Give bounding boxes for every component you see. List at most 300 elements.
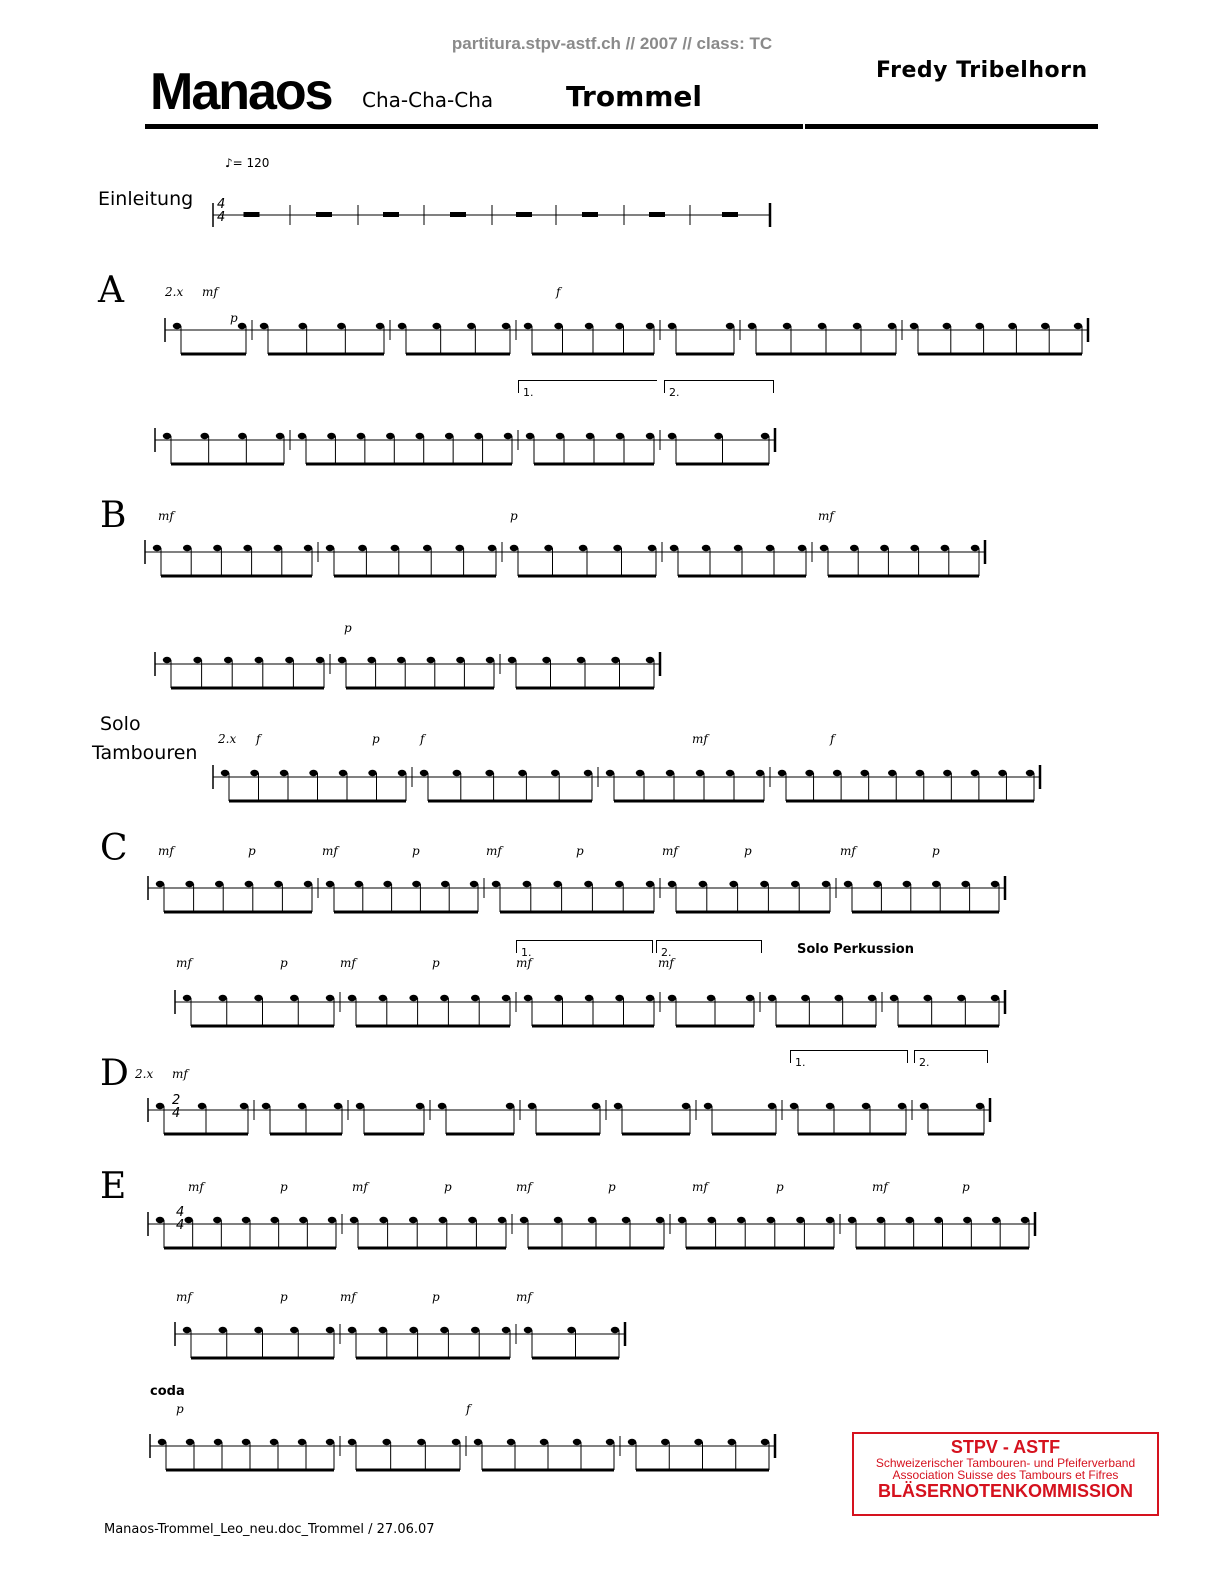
- notehead: [556, 433, 564, 439]
- dynamic-mark: mf: [352, 1180, 368, 1194]
- dynamic-mark: p: [344, 621, 352, 635]
- notehead: [348, 1439, 356, 1445]
- notehead: [518, 770, 526, 776]
- notehead: [379, 1217, 387, 1223]
- time-signature: 4 4: [217, 197, 226, 225]
- notehead: [471, 995, 479, 1001]
- notehead: [452, 1439, 460, 1445]
- notehead: [704, 1103, 712, 1109]
- notehead: [474, 1439, 482, 1445]
- notehead: [397, 657, 405, 663]
- notehead: [579, 545, 587, 551]
- notehead: [798, 545, 806, 551]
- notehead: [409, 1327, 417, 1333]
- notehead: [250, 770, 258, 776]
- notehead: [586, 433, 594, 439]
- notehead: [963, 1217, 971, 1223]
- notehead: [439, 1217, 447, 1223]
- notehead: [567, 1327, 575, 1333]
- section-c: C: [100, 828, 128, 869]
- notehead: [682, 1103, 690, 1109]
- notehead: [646, 881, 654, 887]
- notehead: [737, 1217, 745, 1223]
- piece-style: Cha-Cha-Cha: [362, 88, 494, 112]
- notehead: [853, 323, 861, 329]
- notehead: [577, 657, 585, 663]
- notehead: [943, 323, 951, 329]
- notehead: [398, 323, 406, 329]
- dynamic-mark: mf: [158, 844, 174, 858]
- notehead: [614, 1103, 622, 1109]
- notehead: [820, 545, 828, 551]
- notehead: [778, 770, 786, 776]
- notehead: [554, 1217, 562, 1223]
- notehead: [726, 323, 734, 329]
- notehead: [611, 657, 619, 663]
- notehead: [848, 1217, 856, 1223]
- notehead: [432, 323, 440, 329]
- notehead: [376, 323, 384, 329]
- notehead: [588, 1217, 596, 1223]
- dynamic-mark: p: [962, 1180, 970, 1194]
- notehead: [185, 881, 193, 887]
- notehead: [615, 323, 623, 329]
- notehead: [382, 1439, 390, 1445]
- notehead: [274, 545, 282, 551]
- notehead: [544, 545, 552, 551]
- dynamic-mark: p: [230, 311, 238, 325]
- whole-rest: [582, 212, 598, 217]
- notehead: [877, 1217, 885, 1223]
- notehead: [456, 657, 464, 663]
- notehead: [888, 770, 896, 776]
- notehead: [198, 1103, 206, 1109]
- notehead: [274, 881, 282, 887]
- notehead: [646, 657, 654, 663]
- notehead: [270, 1217, 278, 1223]
- notehead: [338, 657, 346, 663]
- notehead: [255, 657, 263, 663]
- notehead: [898, 1103, 906, 1109]
- notehead: [943, 770, 951, 776]
- notehead: [668, 995, 676, 1001]
- notehead: [694, 1439, 702, 1445]
- notehead: [699, 881, 707, 887]
- dynamic-mark: mf: [840, 844, 856, 858]
- notehead: [584, 770, 592, 776]
- notehead: [670, 545, 678, 551]
- notehead: [326, 995, 334, 1001]
- notehead: [1026, 770, 1034, 776]
- notehead: [526, 433, 534, 439]
- dynamic-mark: p: [444, 1180, 452, 1194]
- notehead: [215, 881, 223, 887]
- notehead: [502, 995, 510, 1001]
- dynamic-mark: p: [280, 956, 288, 970]
- notehead: [790, 1103, 798, 1109]
- notehead: [474, 433, 482, 439]
- notehead: [976, 1103, 984, 1109]
- notehead: [453, 770, 461, 776]
- notehead: [502, 1327, 510, 1333]
- notehead: [163, 657, 171, 663]
- notehead: [224, 657, 232, 663]
- notehead: [868, 995, 876, 1001]
- notehead: [290, 1327, 298, 1333]
- dynamic-mark: mf: [818, 509, 834, 523]
- notehead: [726, 770, 734, 776]
- notehead: [818, 323, 826, 329]
- notehead: [348, 1327, 356, 1333]
- dynamic-mark: p: [432, 1290, 440, 1304]
- notehead: [524, 1327, 532, 1333]
- notehead: [616, 433, 624, 439]
- notehead: [214, 1439, 222, 1445]
- dynamic-mark: p: [608, 1180, 616, 1194]
- notehead: [707, 1217, 715, 1223]
- notehead: [628, 1439, 636, 1445]
- notehead: [334, 1103, 342, 1109]
- notehead: [791, 881, 799, 887]
- notehead: [805, 770, 813, 776]
- notehead: [905, 1217, 913, 1223]
- dynamic-mark: mf: [516, 1290, 532, 1304]
- notehead: [551, 770, 559, 776]
- dynamic-mark: p: [744, 844, 752, 858]
- whole-rest: [649, 212, 665, 217]
- notehead: [991, 881, 999, 887]
- notehead: [585, 995, 593, 1001]
- notehead: [510, 545, 518, 551]
- notehead: [801, 995, 809, 1001]
- instrument-name: Trommel: [566, 80, 703, 113]
- notehead: [445, 433, 453, 439]
- dynamic-mark: p: [248, 844, 256, 858]
- notehead: [240, 1103, 248, 1109]
- footer-filename: Manaos-Trommel_Leo_neu.doc_Trommel / 27.06.07: [104, 1522, 435, 1537]
- notehead: [327, 433, 335, 439]
- notehead: [438, 1103, 446, 1109]
- notehead: [326, 881, 334, 887]
- repeat-marker: 2.x: [135, 1067, 154, 1081]
- notehead: [890, 995, 898, 1001]
- notehead: [213, 545, 221, 551]
- notehead: [606, 1439, 614, 1445]
- notehead: [646, 433, 654, 439]
- section-coda: coda: [150, 1384, 185, 1399]
- notehead: [668, 323, 676, 329]
- notehead: [668, 433, 676, 439]
- notehead: [183, 1327, 191, 1333]
- notehead: [553, 881, 561, 887]
- notehead: [355, 881, 363, 887]
- dynamic-mark: p: [776, 1180, 784, 1194]
- notehead: [903, 881, 911, 887]
- notehead: [409, 995, 417, 1001]
- notehead: [153, 545, 161, 551]
- notehead: [156, 881, 164, 887]
- notehead: [528, 1103, 536, 1109]
- notehead: [298, 323, 306, 329]
- notehead: [270, 1439, 278, 1445]
- notehead: [455, 545, 463, 551]
- dynamic-mark: f: [830, 732, 835, 746]
- notehead: [260, 323, 268, 329]
- notehead: [391, 545, 399, 551]
- notehead: [998, 770, 1006, 776]
- notehead: [934, 1217, 942, 1223]
- section-e: E: [100, 1166, 127, 1207]
- dynamic-mark: mf: [158, 509, 174, 523]
- notehead: [309, 770, 317, 776]
- notehead: [368, 770, 376, 776]
- notehead: [242, 1217, 250, 1223]
- piece-title: Manaos: [150, 63, 332, 121]
- notehead: [254, 995, 262, 1001]
- notehead: [761, 433, 769, 439]
- notehead: [507, 1439, 515, 1445]
- notehead: [826, 1103, 834, 1109]
- notehead: [573, 1439, 581, 1445]
- notehead: [326, 545, 334, 551]
- dynamic-mark: mf: [516, 956, 532, 970]
- notehead: [862, 1103, 870, 1109]
- time-signature: 2 4: [172, 1093, 181, 1121]
- notehead: [728, 1439, 736, 1445]
- notehead: [356, 1103, 364, 1109]
- notehead: [615, 995, 623, 1001]
- notehead: [219, 995, 227, 1001]
- notehead: [661, 1439, 669, 1445]
- dynamic-mark: p: [576, 844, 584, 858]
- notehead: [412, 881, 420, 887]
- dynamic-mark: mf: [172, 1067, 188, 1081]
- dynamic-mark: p: [280, 1180, 288, 1194]
- notehead: [423, 545, 431, 551]
- notehead: [971, 545, 979, 551]
- notehead: [941, 545, 949, 551]
- notehead: [729, 881, 737, 887]
- section-a: A: [98, 270, 124, 311]
- notehead: [611, 1327, 619, 1333]
- notehead: [471, 1327, 479, 1333]
- dynamic-mark: mf: [188, 1180, 204, 1194]
- whole-rest: [383, 212, 399, 217]
- notehead: [183, 545, 191, 551]
- notehead: [636, 770, 644, 776]
- notehead: [193, 657, 201, 663]
- notehead: [243, 545, 251, 551]
- notehead: [173, 323, 181, 329]
- notehead: [734, 545, 742, 551]
- notehead: [888, 323, 896, 329]
- notehead: [328, 1217, 336, 1223]
- notehead: [746, 995, 754, 1001]
- notehead: [219, 1327, 227, 1333]
- dynamic-mark: mf: [872, 1180, 888, 1194]
- section-b: B: [100, 495, 127, 536]
- notehead: [492, 881, 500, 887]
- dynamic-mark: mf: [692, 1180, 708, 1194]
- notehead: [748, 323, 756, 329]
- notehead: [696, 770, 704, 776]
- dynamic-mark: p: [280, 1290, 288, 1304]
- dynamic-mark: f: [256, 732, 261, 746]
- notehead: [957, 995, 965, 1001]
- notehead: [488, 545, 496, 551]
- notehead: [285, 657, 293, 663]
- notehead: [767, 1217, 775, 1223]
- notehead: [440, 995, 448, 1001]
- notehead: [714, 433, 722, 439]
- notehead: [186, 1439, 194, 1445]
- section-solo: Solo: [100, 713, 141, 735]
- notehead: [163, 433, 171, 439]
- notehead: [304, 881, 312, 887]
- notehead: [213, 1217, 221, 1223]
- notehead: [1074, 323, 1082, 329]
- notehead: [768, 995, 776, 1001]
- notehead: [398, 770, 406, 776]
- notehead: [508, 657, 516, 663]
- notehead: [761, 1439, 769, 1445]
- notehead: [1008, 323, 1016, 329]
- whole-rest: [244, 212, 260, 217]
- dynamic-mark: f: [556, 285, 561, 299]
- notehead: [920, 1103, 928, 1109]
- publisher-stamp: STPV - ASTF Schweizerischer Tambouren- und Pfeiferverband Association Suisse des Tambours et Fifres BLÄSERNOTENKOMMISSION: [852, 1432, 1159, 1516]
- notehead: [348, 995, 356, 1001]
- notehead: [622, 1217, 630, 1223]
- notehead: [910, 545, 918, 551]
- notehead: [520, 1217, 528, 1223]
- notehead: [615, 881, 623, 887]
- notehead: [916, 770, 924, 776]
- notehead: [923, 995, 931, 1001]
- volta-first: 1.: [518, 380, 657, 393]
- notehead: [678, 1217, 686, 1223]
- notehead: [238, 433, 246, 439]
- notehead: [656, 1217, 664, 1223]
- notehead: [156, 1103, 164, 1109]
- notehead: [844, 881, 852, 887]
- notehead: [417, 1439, 425, 1445]
- time-signature: 4 4: [176, 1205, 185, 1233]
- dynamic-mark: mf: [202, 285, 218, 299]
- notehead: [326, 1327, 334, 1333]
- volta-second: 2.: [914, 1050, 988, 1063]
- whole-rest: [316, 212, 332, 217]
- notehead: [707, 995, 715, 1001]
- notehead: [299, 1217, 307, 1223]
- notehead: [409, 1217, 417, 1223]
- tempo-mark: ♪= 120: [225, 156, 270, 170]
- notehead: [379, 995, 387, 1001]
- notehead: [971, 770, 979, 776]
- dynamic-mark: mf: [176, 956, 192, 970]
- dynamic-mark: mf: [662, 844, 678, 858]
- dynamic-mark: mf: [340, 1290, 356, 1304]
- notehead: [992, 1217, 1000, 1223]
- notehead: [441, 881, 449, 887]
- repeat-marker: 2.x: [218, 732, 237, 746]
- notehead: [156, 1217, 164, 1223]
- volta-first: 1.: [516, 940, 653, 953]
- notehead: [524, 323, 532, 329]
- section-tambouren: Tambouren: [92, 742, 198, 764]
- notehead: [833, 770, 841, 776]
- notehead: [358, 545, 366, 551]
- notehead: [298, 1103, 306, 1109]
- dynamic-mark: p: [372, 732, 380, 746]
- notehead: [975, 323, 983, 329]
- dynamic-mark: mf: [486, 844, 502, 858]
- notehead: [254, 1327, 262, 1333]
- dynamic-mark: mf: [692, 732, 708, 746]
- notehead: [860, 770, 868, 776]
- notehead: [768, 1103, 776, 1109]
- notehead: [502, 323, 510, 329]
- dynamic-mark: p: [412, 844, 420, 858]
- notehead: [783, 323, 791, 329]
- solo-perkussion-label: Solo Perkussion: [797, 942, 914, 957]
- dynamic-mark: p: [510, 509, 518, 523]
- dynamic-mark: mf: [176, 1290, 192, 1304]
- notehead: [1021, 1217, 1029, 1223]
- notehead: [961, 881, 969, 887]
- dynamic-mark: mf: [322, 844, 338, 858]
- notehead: [339, 770, 347, 776]
- dynamic-mark: f: [420, 732, 425, 746]
- notehead: [668, 881, 676, 887]
- notehead: [183, 995, 191, 1001]
- notehead: [486, 657, 494, 663]
- notehead: [357, 433, 365, 439]
- notehead: [554, 995, 562, 1001]
- whole-rest: [450, 212, 466, 217]
- notehead: [337, 323, 345, 329]
- volta-second: 2.: [664, 380, 774, 393]
- notehead: [470, 881, 478, 887]
- notehead: [646, 323, 654, 329]
- notehead: [554, 323, 562, 329]
- notehead: [585, 323, 593, 329]
- notehead: [184, 1217, 192, 1223]
- source-header: partitura.stpv-astf.ch // 2007 // class: TC: [451, 34, 773, 53]
- notehead: [468, 1217, 476, 1223]
- notehead: [280, 770, 288, 776]
- notehead: [467, 323, 475, 329]
- notehead: [298, 1439, 306, 1445]
- notehead: [242, 1439, 250, 1445]
- dynamic-mark: mf: [340, 956, 356, 970]
- notehead: [524, 995, 532, 1001]
- notehead: [504, 433, 512, 439]
- notehead: [542, 657, 550, 663]
- notehead: [420, 770, 428, 776]
- notehead: [350, 1217, 358, 1223]
- notehead: [498, 1217, 506, 1223]
- notehead: [485, 770, 493, 776]
- notehead: [766, 545, 774, 551]
- dynamic-mark: mf: [658, 956, 674, 970]
- notehead: [379, 1327, 387, 1333]
- notehead: [648, 545, 656, 551]
- notehead: [200, 433, 208, 439]
- notehead: [613, 545, 621, 551]
- notehead: [367, 657, 375, 663]
- notehead: [910, 323, 918, 329]
